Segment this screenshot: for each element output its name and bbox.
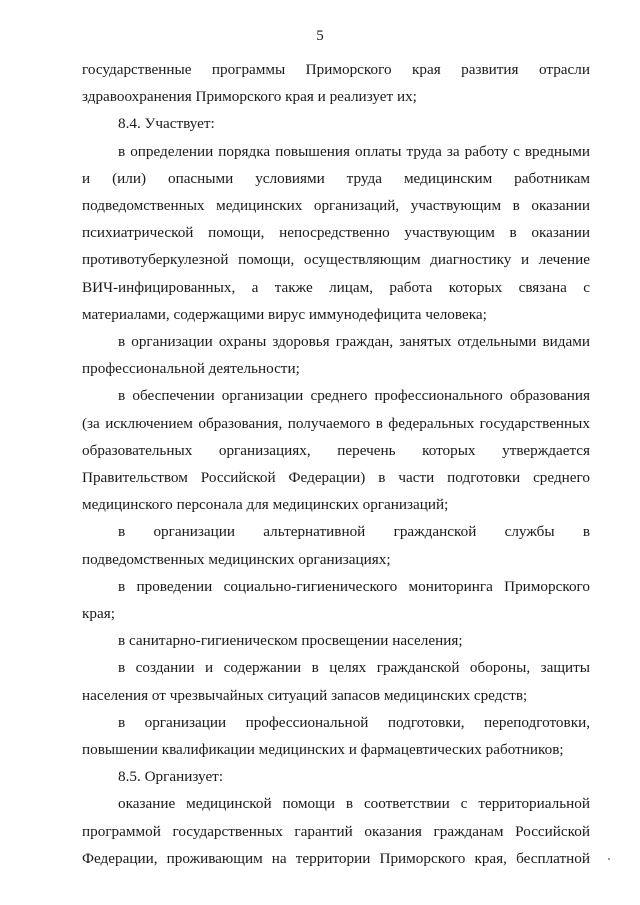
- paragraph-professional-training: в организации профессиональной подготовки, переподготовки, повышении квалификации медицинских и фармацевтических работников;: [82, 713, 590, 759]
- paragraph-health-protection: в организации охраны здоровья граждан, занятых отдельными видами профессиональной деятельности;: [82, 333, 590, 378]
- paragraph-labor-payment: в определении порядка повышения оплаты труда за работу с вредными и (или) опасными условиями труда медицинским работникам подведомственных медицинских организаций, участвующим в оказании психиатрической помощи, непосредственно участвующим в оказании противотуберкулезной помощи, осуществляющим диагностику и лечение ВИЧ-инфицированных, а также лицам, работа которых связана с материалами, содержащими вирус иммунодефицита человека;: [82, 142, 590, 323]
- scan-speck: [608, 858, 610, 860]
- document-body: [82, 56, 590, 872]
- section-heading-8-4: 8.4. Участвует:: [118, 115, 215, 133]
- section-heading-8-5: 8.5. Организует:: [118, 768, 224, 786]
- page-number: 5: [316, 28, 324, 44]
- paragraph-medical-care: оказание медицинской помощи в соответствии с территориальной программой государственных гарантий оказания гражданам Российской Федерации, проживающим на территории Приморского края, бесплатной: [82, 795, 590, 867]
- paragraph-continuation: государственные программы Приморского края развития отрасли здравоохранения Приморского края и реализует их;: [82, 61, 590, 106]
- paragraph-civil-defense: в создании и содержании в целях гражданской обороны, защиты населения от чрезвычайных ситуаций запасов медицинских средств;: [82, 659, 590, 704]
- paragraph-monitoring: в проведении социально-гигиенического мониторинга Приморского края;: [82, 577, 590, 623]
- paragraph-sanitary-education: в санитарно-гигиеническом просвещении населения;: [118, 632, 463, 650]
- paragraph-vocational-education: в обеспечении организации среднего профессионального образования (за исключением образования, получаемого в федеральных государственных образовательных организациях, перечень которых утверждается Правительством Российской Федерации) в части подготовки среднего медицинского персонала для медицинских организаций;: [82, 387, 590, 514]
- paragraph-alternative-service: в организации альтернативной гражданской службы в подведомственных медицинских организациях;: [82, 523, 590, 568]
